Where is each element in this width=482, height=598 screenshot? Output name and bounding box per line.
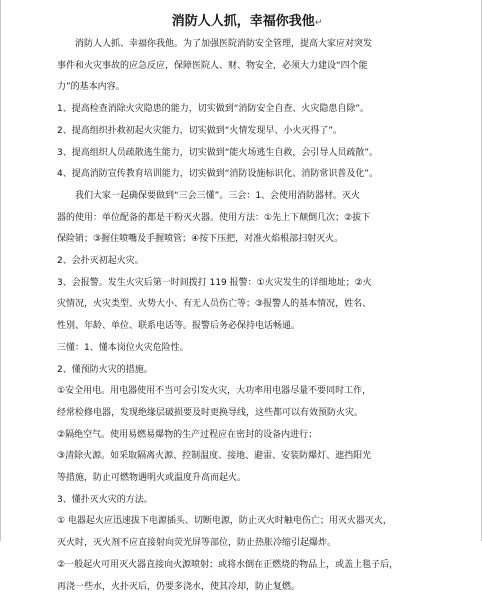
text-line: 灭火时，灭火剂不应直接射向荧光屏等部位，防止热胀冷缩引起爆炸。 (57, 538, 337, 549)
text-line: 3、会报警。发生火灾后第一时间拨打 119 报警：①火灾发生的详细地址；②火 (57, 277, 372, 288)
text-line: ① 电器起火应迅速拔下电源插头、切断电源，防止灭火时触电伤亡；用灭火器灭火， (57, 516, 392, 527)
text-line: 2、懂预防火灾的措施。 (57, 364, 153, 375)
text-line: 事件和火灾事故的应急反应，保障医院人、财、物安全，必须大力建设“四个能 (57, 60, 368, 71)
text-line: 等措施，防止可燃物遇明火或温度升高而起火。 (57, 473, 247, 484)
text-line: 2、会扑灭初起火灾。 (57, 256, 144, 267)
text-line: 2、提高组织扑救初起火灾能力，切实做到“火情发现早、小火灭得了”。 (57, 125, 343, 136)
text-line: 3、提高组织人员疏散逃生能力，切实做到“能火场逃生自救，会引导人员疏散”。 (57, 147, 379, 158)
text-line: 器的使用：单位配备的都是干粉灭火器。使用方法：①先上下颠倒几次；②拔下 (57, 212, 371, 223)
document-body (57, 10, 437, 598)
text-line: 1、提高检查消除火灾隐患的能力，切实做到“消防安全自查、火灾隐患自除”。 (57, 104, 370, 115)
paragraph-mark-icon: ↵ (314, 18, 323, 28)
text-line: 4、提高消防宣传教育培训能力，切实做到“消防设施标识化、消防常识普及化”。 (57, 169, 379, 180)
text-line: 灾情况，火灾类型、火势大小、有无人员伤亡等；③报警人的基本情况，姓名、 (57, 299, 372, 310)
text-line: 经常检修电器，发现绝缘层破损要及时更换导线，这些都可以有效预防火灾。 (57, 407, 364, 418)
text-line: 三懂：1、懂本岗位火灾危险性。 (57, 342, 189, 353)
paragraph-lines (57, 34, 437, 598)
text-line: 我们大家一起确保要做到“三会三懂”。三会：1、会使用消防器材。灭火 (75, 190, 361, 201)
text-line: 再浇一些水，火扑灭后，仍要多浇水，使其冷却，防止复燃。 (57, 581, 301, 592)
text-line: 力”的基本内容。 (57, 82, 125, 93)
text-line: 保险销；③握住喷嘴及手握喷管；④按下压把，对准火焰根部扫射灭火。 (57, 234, 344, 245)
text-line: 消防人人抓、幸福你我他。为了加强医院消防安全管理，提高大家应对突发 (75, 39, 373, 49)
text-line: ②隔绝空气。使用易燃易爆物的生产过程应在密封的设备内进行； (57, 429, 318, 440)
text-line: 3、懂扑灭火灾的方法。 (57, 494, 153, 505)
text-line: 性别、年龄、单位、联系电话等。报警后务必保持电话畅通。 (57, 321, 301, 332)
document-title: 消防人人抓，幸福你我他 (171, 14, 315, 29)
text-line: ②一般起火可用灭火器直接向火源喷射；或将水倒在正燃烧的物品上，或盖上毯子后， (57, 559, 399, 570)
text-line: ①安全用电。用电器使用不当可会引发火灾，大功率用电器尽量不要同时工作， (57, 386, 372, 397)
document-title-row (57, 10, 437, 34)
text-line: ③清除火源。如采取隔离火源、控制温度、接地、避雷、安装防爆灯、遮挡阳光 (57, 451, 372, 462)
